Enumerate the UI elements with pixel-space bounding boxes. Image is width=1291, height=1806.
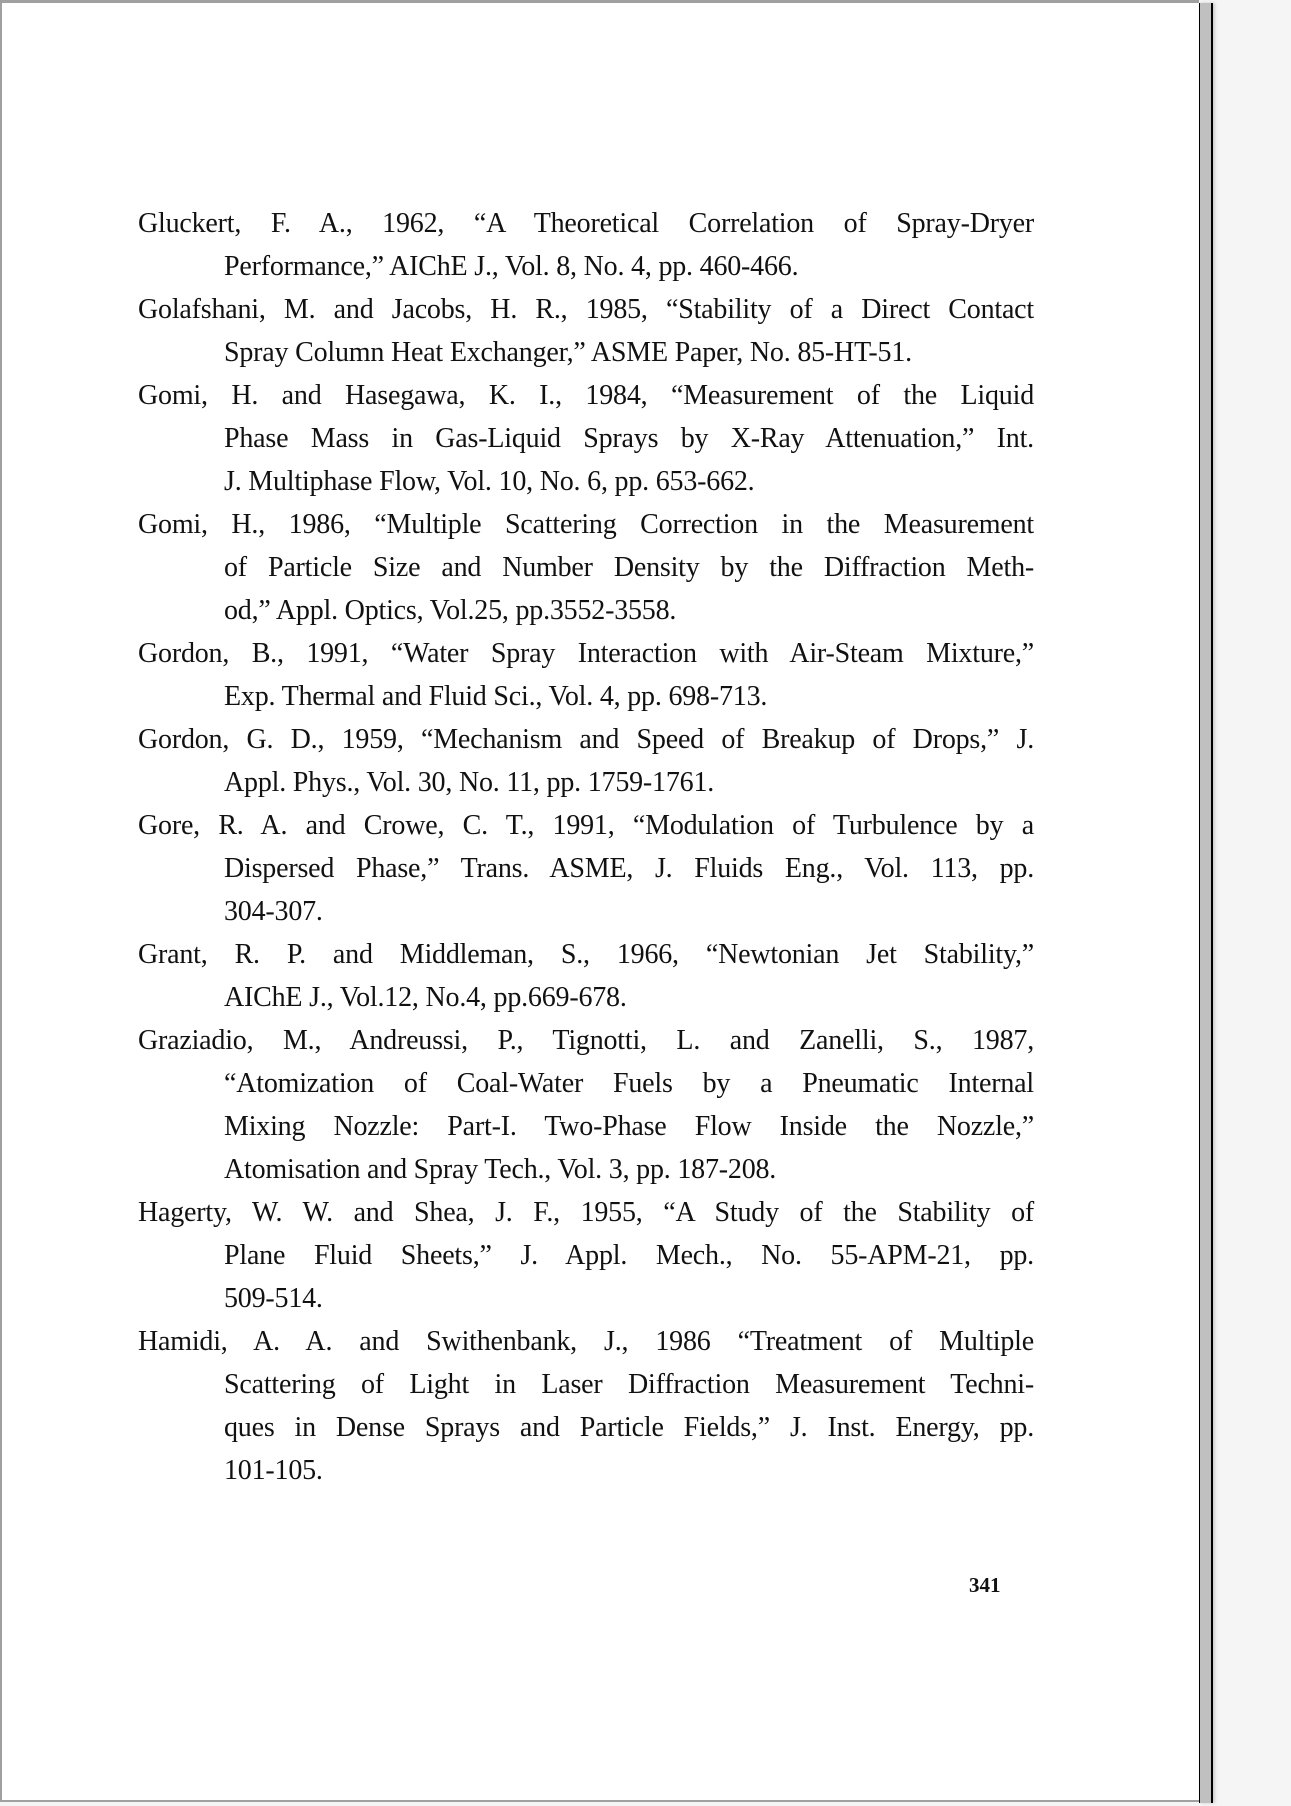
reference-line: Graziadio, M., Andreussi, P., Tignotti, L. and Zanelli, S., 1987, xyxy=(138,1025,1034,1056)
reference-line: Spray Column Heat Exchanger,” ASME Paper, No. 85-HT-51. xyxy=(224,337,912,368)
reference-line: Hagerty, W. W. and Shea, J. F., 1955, “A Study of the Stability of xyxy=(138,1197,1034,1228)
reference-line: Dispersed Phase,” Trans. ASME, J. Fluids Eng., Vol. 113, pp. xyxy=(224,853,1034,884)
page-number: 341 xyxy=(969,1573,1001,1597)
reference-line: Atomisation and Spray Tech., Vol. 3, pp. 187-208. xyxy=(224,1154,777,1185)
reference-line: Gomi, H. and Hasegawa, K. I., 1984, “Measurement of the Liquid xyxy=(138,380,1034,411)
reference-line: AIChE J., Vol.12, No.4, pp.669-678. xyxy=(224,982,627,1013)
reference-line: od,” Appl. Optics, Vol.25, pp.3552-3558. xyxy=(224,595,677,626)
reference-entry xyxy=(138,1320,1034,1492)
reference-entry xyxy=(138,632,1034,718)
reference-line: Performance,” AIChE J., Vol. 8, No. 4, pp. 460-466. xyxy=(224,251,799,282)
reference-line: Gordon, G. D., 1959, “Mechanism and Speed of Breakup of Drops,” J. xyxy=(138,724,1034,755)
reference-entry xyxy=(138,374,1034,503)
reference-line: “Atomization of Coal-Water Fuels by a Pneumatic Internal xyxy=(224,1068,1034,1099)
reference-line: Mixing Nozzle: Part-I. Two-Phase Flow Inside the Nozzle,” xyxy=(224,1111,1034,1142)
reference-entry xyxy=(138,1191,1034,1320)
reference-line: of Particle Size and Number Density by the Diffraction Meth- xyxy=(224,552,1034,583)
reference-line: Grant, R. P. and Middleman, S., 1966, “Newtonian Jet Stability,” xyxy=(138,939,1034,970)
reference-line: Scattering of Light in Laser Diffraction Measurement Techni- xyxy=(224,1369,1034,1400)
reference-entry xyxy=(138,288,1034,374)
reference-line: Plane Fluid Sheets,” J. Appl. Mech., No. 55-APM-21, pp. xyxy=(224,1240,1034,1271)
page-edge xyxy=(1199,3,1213,1803)
reference-line: Gordon, B., 1991, “Water Spray Interaction with Air-Steam Mixture,” xyxy=(138,638,1034,669)
reference-line: Golafshani, M. and Jacobs, H. R., 1985, “Stability of a Direct Contact xyxy=(138,294,1034,325)
reference-line: 509-514. xyxy=(224,1283,323,1314)
reference-line: 304-307. xyxy=(224,896,323,927)
reference-entry xyxy=(138,503,1034,632)
reference-entry xyxy=(138,718,1034,804)
reference-line: Gluckert, F. A., 1962, “A Theoretical Correlation of Spray-Dryer xyxy=(138,208,1034,239)
reference-entry xyxy=(138,933,1034,1019)
reference-line: Hamidi, A. A. and Swithenbank, J., 1986 “Treatment of Multiple xyxy=(138,1326,1034,1357)
reference-entry xyxy=(138,804,1034,933)
reference-line: Exp. Thermal and Fluid Sci., Vol. 4, pp. 698-713. xyxy=(224,681,768,712)
reference-line: Phase Mass in Gas-Liquid Sprays by X-Ray Attenuation,” Int. xyxy=(224,423,1034,454)
reference-line: Gore, R. A. and Crowe, C. T., 1991, “Modulation of Turbulence by a xyxy=(138,810,1034,841)
reference-entry xyxy=(138,1019,1034,1191)
reference-line: J. Multiphase Flow, Vol. 10, No. 6, pp. 653-662. xyxy=(224,466,755,497)
reference-entry xyxy=(138,202,1034,288)
reference-line: Gomi, H., 1986, “Multiple Scattering Correction in the Measurement xyxy=(138,509,1034,540)
reference-line: 101-105. xyxy=(224,1455,323,1486)
reference-line: Appl. Phys., Vol. 30, No. 11, pp. 1759-1761. xyxy=(224,767,715,798)
reference-line: ques in Dense Sprays and Particle Fields,” J. Inst. Energy, pp. xyxy=(224,1412,1034,1443)
reference-list xyxy=(138,202,1034,1492)
